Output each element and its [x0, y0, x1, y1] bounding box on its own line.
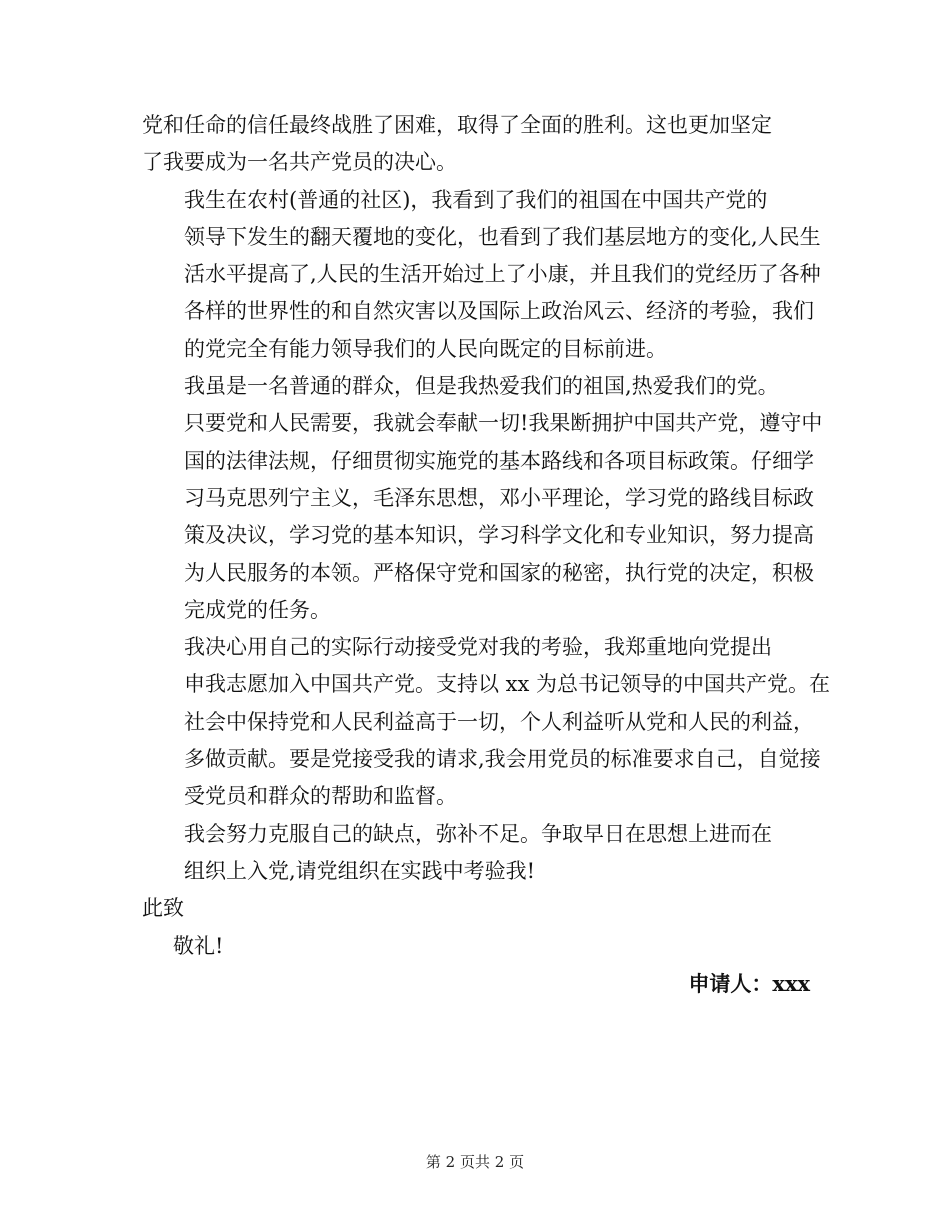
signature-line: 申请人：xxx — [688, 970, 810, 996]
text-line: 我虽是一名普通的群众，但是我热爱我们的祖国,热爱我们的党。 — [184, 374, 779, 399]
text-line: 完成党的任务。 — [184, 597, 331, 622]
paragraph-list — [142, 107, 831, 890]
closing-line: 此致 — [142, 896, 184, 921]
text-line: 我决心用自己的实际行动接受党对我的考验，我郑重地向党提出 — [184, 635, 772, 660]
text-line: 多做贡献。要是党接受我的请求,我会用党员的标准要求自己，自觉接 — [184, 747, 821, 772]
text-line: 国的法律法规，仔细贯彻实施党的基本路线和各项目标政策。仔细学 — [184, 448, 814, 473]
text-line: 党和任命的信任最终战胜了困难，取得了全面的胜利。这也更加坚定 — [142, 113, 772, 137]
text-line: 活水平提高了,人民的生活开始过上了小康，并且我们的党经历了各种 — [184, 262, 821, 287]
text-line: 只要党和人民需要，我就会奉献一切!我果断拥护中国共产党，遵守中 — [184, 411, 823, 436]
text-line: 策及决议，学习党的基本知识，学习科学文化和专业知识，努力提高 — [184, 523, 814, 548]
text-line: 申我志愿加入中国共产党。支持以 xx 为总书记领导的中国共产党。在 — [184, 672, 831, 697]
paragraph — [142, 182, 821, 368]
paragraph — [142, 368, 823, 629]
text-line: 社会中保持党和人民利益高于一切，个人利益听从党和人民的利益， — [184, 709, 814, 734]
text-line: 组织上入党,请党组织在实践中考验我! — [184, 858, 536, 883]
text-line: 的党完全有能力领导我们的人民向既定的目标前进。 — [184, 336, 667, 361]
paragraph — [142, 107, 810, 182]
text-line: 了我要成为一名共产党员的决心。 — [142, 150, 457, 175]
text-line: 各样的世界性的和自然灾害以及国际上政治风云、经济的考验，我们 — [184, 299, 814, 324]
text-line: 领导下发生的翻天覆地的变化，也看到了我们基层地方的变化,人民生 — [184, 224, 821, 249]
text-line: 我生在农村(普通的社区)，我看到了我们的祖国在中国共产党的 — [184, 187, 768, 212]
page-footer: 第 2 页共 2 页 — [425, 1153, 525, 1171]
text-line: 习马克思列宁主义，毛泽东思想，邓小平理论，学习党的路线目标政 — [184, 485, 814, 510]
salutation-line: 敬礼! — [173, 933, 224, 958]
document-body — [142, 107, 831, 1002]
text-line: 为人民服务的本领。严格保守党和国家的秘密，执行党的决定，积极 — [184, 560, 814, 585]
paragraph — [142, 629, 831, 815]
text-line: 我会努力克服自己的缺点，弥补不足。争取早日在思想上进而在 — [184, 821, 772, 846]
paragraph — [142, 816, 810, 891]
text-line: 受党员和群众的帮助和监督。 — [184, 784, 457, 809]
